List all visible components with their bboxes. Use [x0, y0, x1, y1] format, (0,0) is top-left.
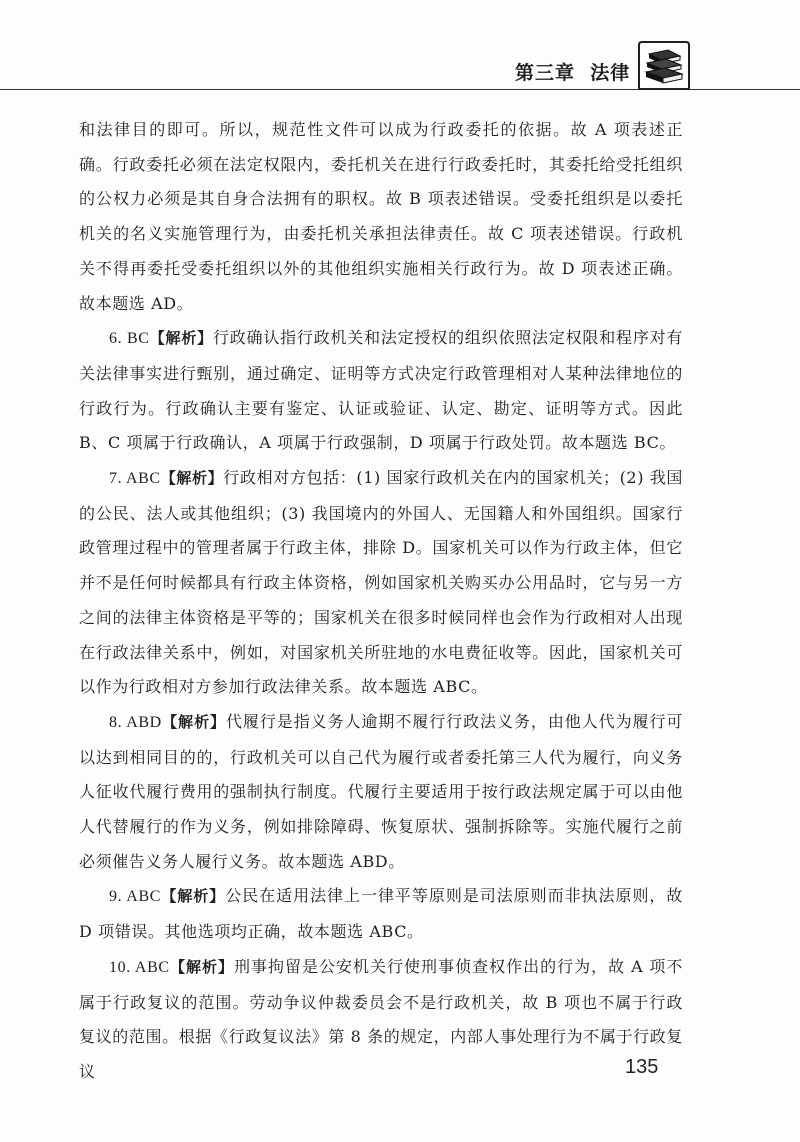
- books-stack-icon: [638, 40, 690, 92]
- paragraph-text: 代履行是指义务人逾期不履行行政法义务，由他人代为履行可以达到相同目的的，行政机关可以自己代为履行或者委托第三人代为履行，向义务人征收代履行费用的强制执行制度。代履行主要适用于按行政法规定属于可以由他人代替履行的作为义务，例如排除障碍、恢复原状、强制拆除等。实施代履行之前必须催告义务人履行义务。故本题选 ABD。: [79, 711, 684, 871]
- paragraph-continuation: [79, 113, 683, 321]
- page-number: 135: [625, 1056, 659, 1078]
- answer-number: 10. ABC: [109, 958, 170, 976]
- answer-number: 9. ABC: [109, 888, 161, 906]
- analysis-tag: 【解析】: [160, 469, 224, 488]
- analysis-tag: 【解析】: [161, 712, 226, 731]
- answer-item-8: [79, 705, 683, 880]
- paragraph-text: 和法律目的即可。所以，规范性文件可以成为行政委托的依据。故 A 项表述正确。行政委托必须在法定权限内，委托机关在进行行政委托时，其委托给受托组织的公权力必须是其自身合法拥有的职权。故 B 项表述错误。受委托组织是以委托机关的名义实施管理行为，由委托机关承担法律责任。故 C 项表述错误。行政机关不得再委托受委托组织以外的其他组织实施相关行政行为。故 D 项表述正确。故本题选 AD。: [79, 120, 683, 313]
- answer-number: 6. BC: [109, 330, 150, 348]
- answer-explanations: [79, 113, 683, 1090]
- answer-number: 7. ABC: [109, 470, 161, 488]
- paragraph-text: 行政相对方包括：(1) 国家行政机关在内的国家机关；(2) 我国的公民、法人或其他组织；(3) 我国境内的外国人、无国籍人和外国组织。国家行政管理过程中的管理者属于行政主体，排除 D。国家机关可以作为行政主体，但它并不是任何时候都具有行政主体资格，例如国家机关购买办公用品时，它与另一方之间的法律主体资格是平等的；国家机关在很多时候同样也会作为行政相对人出现在行政法律关系中，例如，对国家机关所驻地的水电费征收等。因此，国家机关可以作为行政相对方参加行政法律关系。故本题选 ABC。: [79, 468, 684, 697]
- paragraph-text: 刑事拘留是公安机关行使刑事侦查权作出的行为，故 A 项不属于行政复议的范围。劳动争议仲裁委员会不是行政机关，故 B 项也不属于行政复议的范围。根据《行政复议法》第 8 条的规定，内部人事处理行为不属于行政复议: [79, 956, 684, 1081]
- paragraph-text: 公民在适用法律上一律平等原则是司法原则而非执法原则，故 D 项错误。其他选项均正确，故本题选 ABC。: [79, 886, 683, 942]
- answer-item-6: [79, 321, 683, 461]
- answer-item-9: [79, 879, 683, 949]
- answer-item-7: [79, 461, 683, 705]
- chapter-title: 第三章 法律: [515, 62, 631, 84]
- paragraph-text: 行政确认指行政机关和法定授权的组织依照法定权限和程序对有关法律事实进行甄别，通过确定、证明等方式决定行政管理相对人某种法律地位的行政行为。行政确认主要有鉴定、认证或验证、认定、勘定、证明等方式。因此 B、C 项属于行政确认，A 项属于行政强制，D 项属于行政处罚。故本题选 BC。: [79, 328, 684, 453]
- page-header: [0, 40, 800, 96]
- analysis-tag: 【解析】: [149, 329, 213, 348]
- answer-item-10: [79, 950, 683, 1090]
- analysis-tag: 【解析】: [169, 957, 235, 976]
- answer-number: 8. ABD: [109, 713, 162, 731]
- analysis-tag: 【解析】: [160, 887, 226, 906]
